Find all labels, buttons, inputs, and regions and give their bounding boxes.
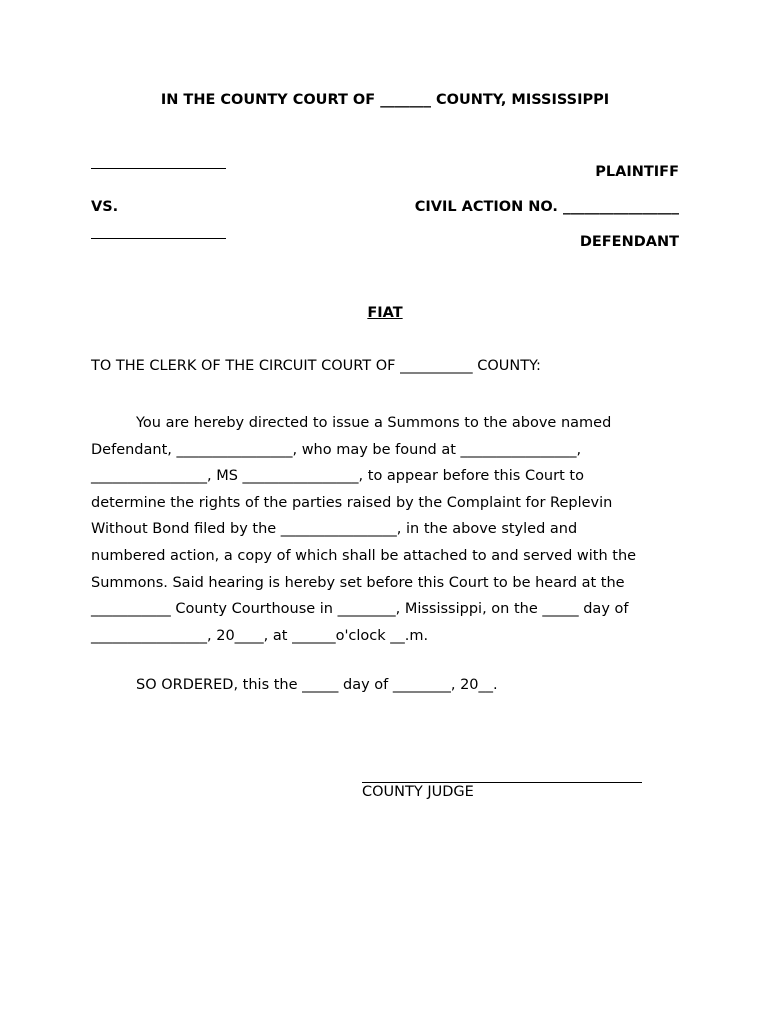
body-line: You are hereby directed to issue a Summons to the above named [136,415,612,431]
plaintiff-label: PLAINTIFF [595,164,679,180]
county-judge-label: COUNTY JUDGE [362,784,474,800]
so-ordered-line: SO ORDERED, this the _____ day of ________, 20__. [136,677,498,693]
body-line: Summons. Said hearing is hereby set before this Court to be heard at the [91,574,625,591]
civil-action-number: CIVIL ACTION NO. ________________ [414,199,679,215]
body-line: Defendant, ________________, who may be found at ________________, [91,441,582,458]
body-line: Without Bond filed by the ________________, in the above styled and [91,521,578,538]
document-title: FIAT [367,305,403,321]
directive-paragraph [91,410,681,649]
body-line: ________________, 20____, at ______o'clock __.m. [91,627,429,644]
body-line: numbered action, a copy of which shall be attached to and served with the [91,547,637,564]
body-line: ________________, MS ________________, to appear before this Court to [91,468,584,485]
body-line: determine the rights of the parties raised by the Complaint for Replevin [91,494,613,511]
judge-signature-line [362,782,642,783]
defendant-name-line [91,238,226,239]
plaintiff-name-line [91,168,226,169]
clerk-addressee: TO THE CLERK OF THE CIRCUIT COURT OF __________ COUNTY: [91,358,541,374]
vs-label: VS. [91,199,119,215]
defendant-label: DEFENDANT [579,234,679,250]
body-line: ___________ County Courthouse in ________, Mississippi, on the _____ day of [91,601,629,618]
court-heading: IN THE COUNTY COURT OF _______ COUNTY, MISSISSIPPI [160,92,610,108]
